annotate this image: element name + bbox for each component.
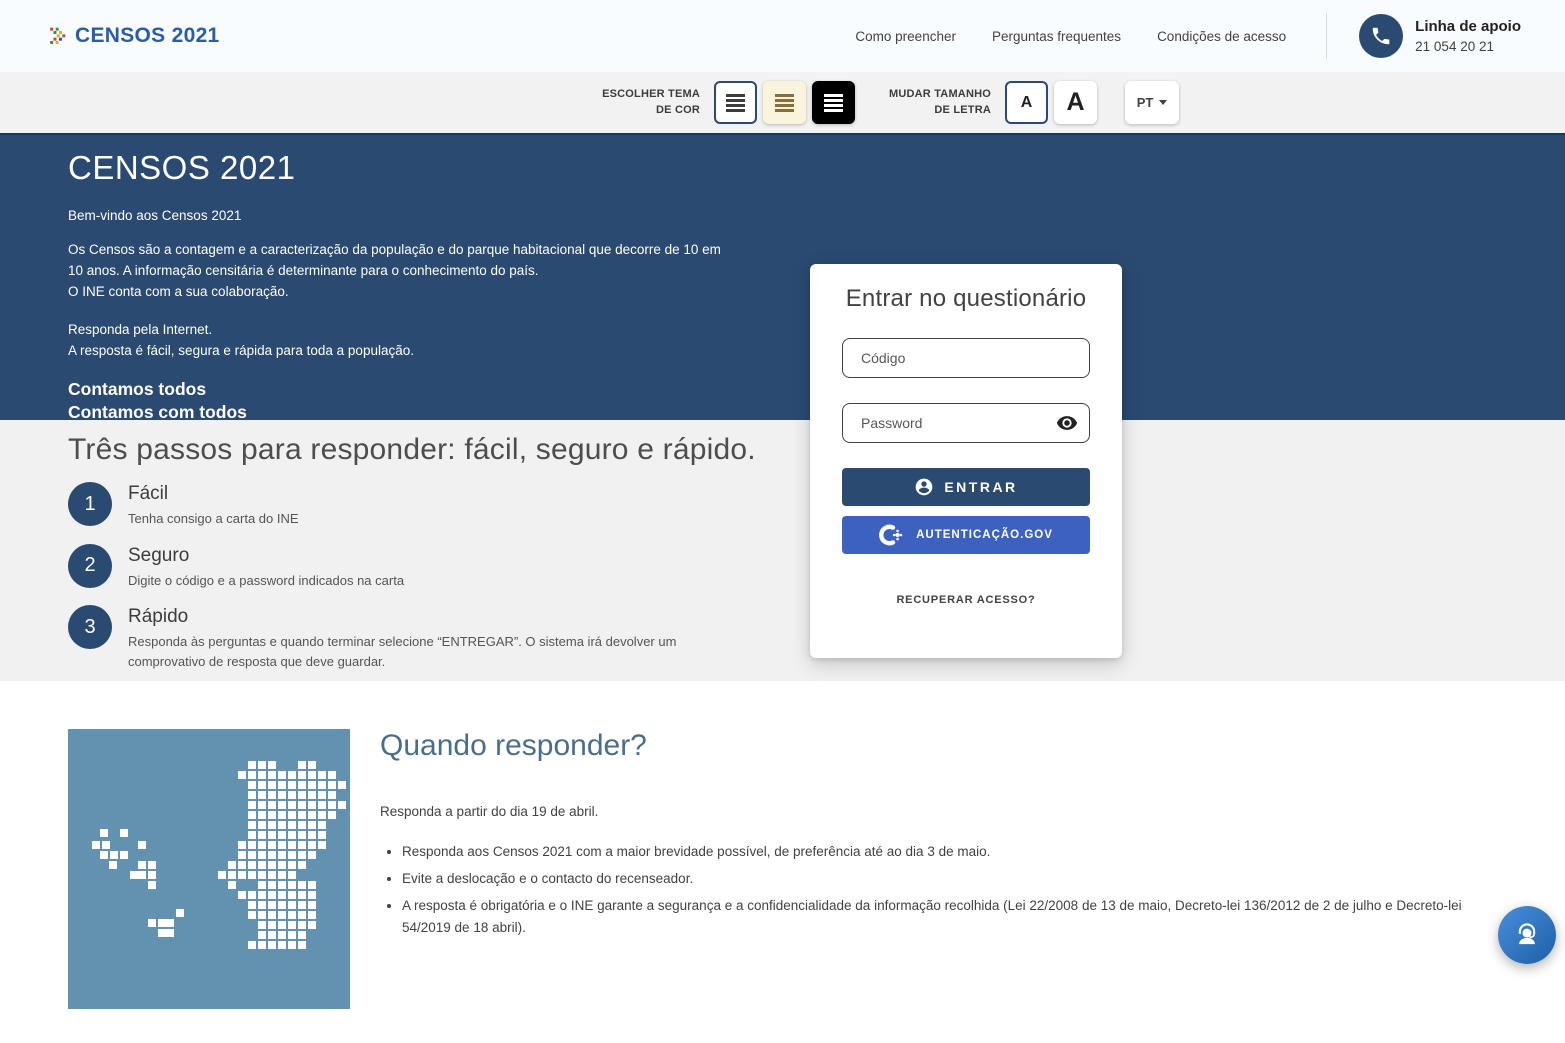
codigo-field-wrapper <box>842 338 1090 378</box>
theme-dark-button[interactable] <box>812 81 855 124</box>
top-nav <box>819 13 1521 59</box>
chevron-down-icon <box>1159 100 1167 105</box>
support-info <box>1415 18 1521 54</box>
when-bullet: • A resposta é obrigatória e o INE garante a segurança e a confidencialidade da informação recolhida (Lei 22/2008 de 13 de maio, Decreto-lei 136/2012 de 2 de julho e Decreto-lei 54/2019 de 18 abril). <box>402 895 1480 939</box>
entrar-button[interactable]: ENTRAR <box>842 468 1090 506</box>
censos-logo[interactable] <box>48 24 220 48</box>
hero-slogans: Contamos todos Contamos com todos <box>68 378 247 423</box>
theme-label: ESCOLHER TEMA DE COR <box>602 88 700 116</box>
nav-perguntas-frequentes[interactable]: Perguntas frequentes <box>991 28 1122 44</box>
lines-icon <box>726 94 745 112</box>
font-small-button[interactable]: A <box>1005 81 1048 124</box>
steps-heading: Três passos para responder: fácil, seguro e rápido. <box>68 433 756 466</box>
step-2-badge: 2 <box>68 544 112 588</box>
step-1-desc: Tenha consigo a carta do INE <box>128 511 299 526</box>
language-selector[interactable]: PT <box>1125 81 1179 124</box>
step-1-title: Fácil <box>128 483 169 504</box>
theme-light-button[interactable] <box>714 81 757 124</box>
when-heading: Quando responder? <box>380 729 647 762</box>
step-3-badge: 3 <box>68 605 112 649</box>
codigo-input[interactable] <box>842 338 1090 378</box>
when-bullet: • Responda aos Censos 2021 com a maior brevidade possível, de preferência até ao dia 3 de maio. <box>402 841 1480 863</box>
hero-section <box>0 133 1565 423</box>
when-bullet: • Evite a deslocação e o contacto do recenseador. <box>402 868 1480 890</box>
support-phone-number: 21 054 20 21 <box>1415 39 1494 54</box>
hero-intro: Os Censos são a contagem e a caracterização da população e do parque habitacional que decorre de 10 em 10 anos. A informação censitária é determinante para o conhecimento do país. O INE conta com a sua colaboração. <box>68 242 721 299</box>
support-agent-icon <box>1511 919 1543 951</box>
nav-divider <box>1326 13 1327 59</box>
font-size-buttons <box>1005 81 1097 124</box>
font-size-label: MUDAR TAMANHO DE LETRA <box>889 88 991 116</box>
step-1-badge: 1 <box>68 482 112 526</box>
theme-buttons <box>714 81 855 124</box>
login-title: Entrar no questionário <box>845 285 1087 312</box>
lines-icon <box>775 94 794 112</box>
step-2-title: Seguro <box>128 544 190 566</box>
theme-sepia-button[interactable] <box>763 81 806 124</box>
when-section <box>0 681 1565 1009</box>
accessibility-toolbar <box>0 72 1565 133</box>
password-field-wrapper <box>842 403 1090 443</box>
hero-title: CENSOS 2021 <box>68 149 296 186</box>
portugal-pixel-map <box>68 729 350 1009</box>
nav-como-preencher[interactable]: Como preencher <box>855 28 956 44</box>
phone-icon <box>1359 14 1403 58</box>
step-3-desc: Responda às perguntas e quando terminar selecione “ENTREGAR”. O sistema irá devolver um comprovativo de resposta que deve guardar. <box>128 634 677 669</box>
nav-condicoes-de-acesso[interactable]: Condições de acesso <box>1157 28 1287 44</box>
autenticacao-gov-icon <box>879 523 906 547</box>
password-input[interactable] <box>842 403 1090 443</box>
hero-welcome: Bem-vindo aos Censos 2021 <box>68 208 242 223</box>
step-3-title: Rápido <box>128 606 189 627</box>
toggle-password-visibility-button[interactable] <box>1055 411 1079 435</box>
recover-access-link[interactable]: RECUPERAR ACESSO? <box>896 594 1036 606</box>
lines-icon <box>824 94 843 112</box>
support-label: Linha de apoio <box>1415 18 1521 35</box>
eye-icon <box>1056 412 1078 434</box>
steps-section <box>0 420 1565 681</box>
step-2-desc: Digite o código e a password indicados na carta <box>128 572 405 588</box>
when-bullet-list <box>380 841 1480 938</box>
font-large-button[interactable]: A <box>1054 81 1097 124</box>
logo-text: CENSOS 2021 <box>75 24 220 47</box>
hero-respond: Responda pela Internet. A resposta é fácil, segura e rápida para toda a população. <box>68 321 414 358</box>
account-circle-icon <box>914 477 934 497</box>
censos-dots-icon <box>48 26 70 46</box>
when-intro: Responda a partir do dia 19 de abril. <box>380 804 599 819</box>
autenticacao-gov-button[interactable]: AUTENTICAÇÃO.GOV <box>842 516 1090 554</box>
support-chat-button[interactable] <box>1498 906 1556 964</box>
login-card <box>810 264 1122 658</box>
top-bar <box>0 0 1565 72</box>
